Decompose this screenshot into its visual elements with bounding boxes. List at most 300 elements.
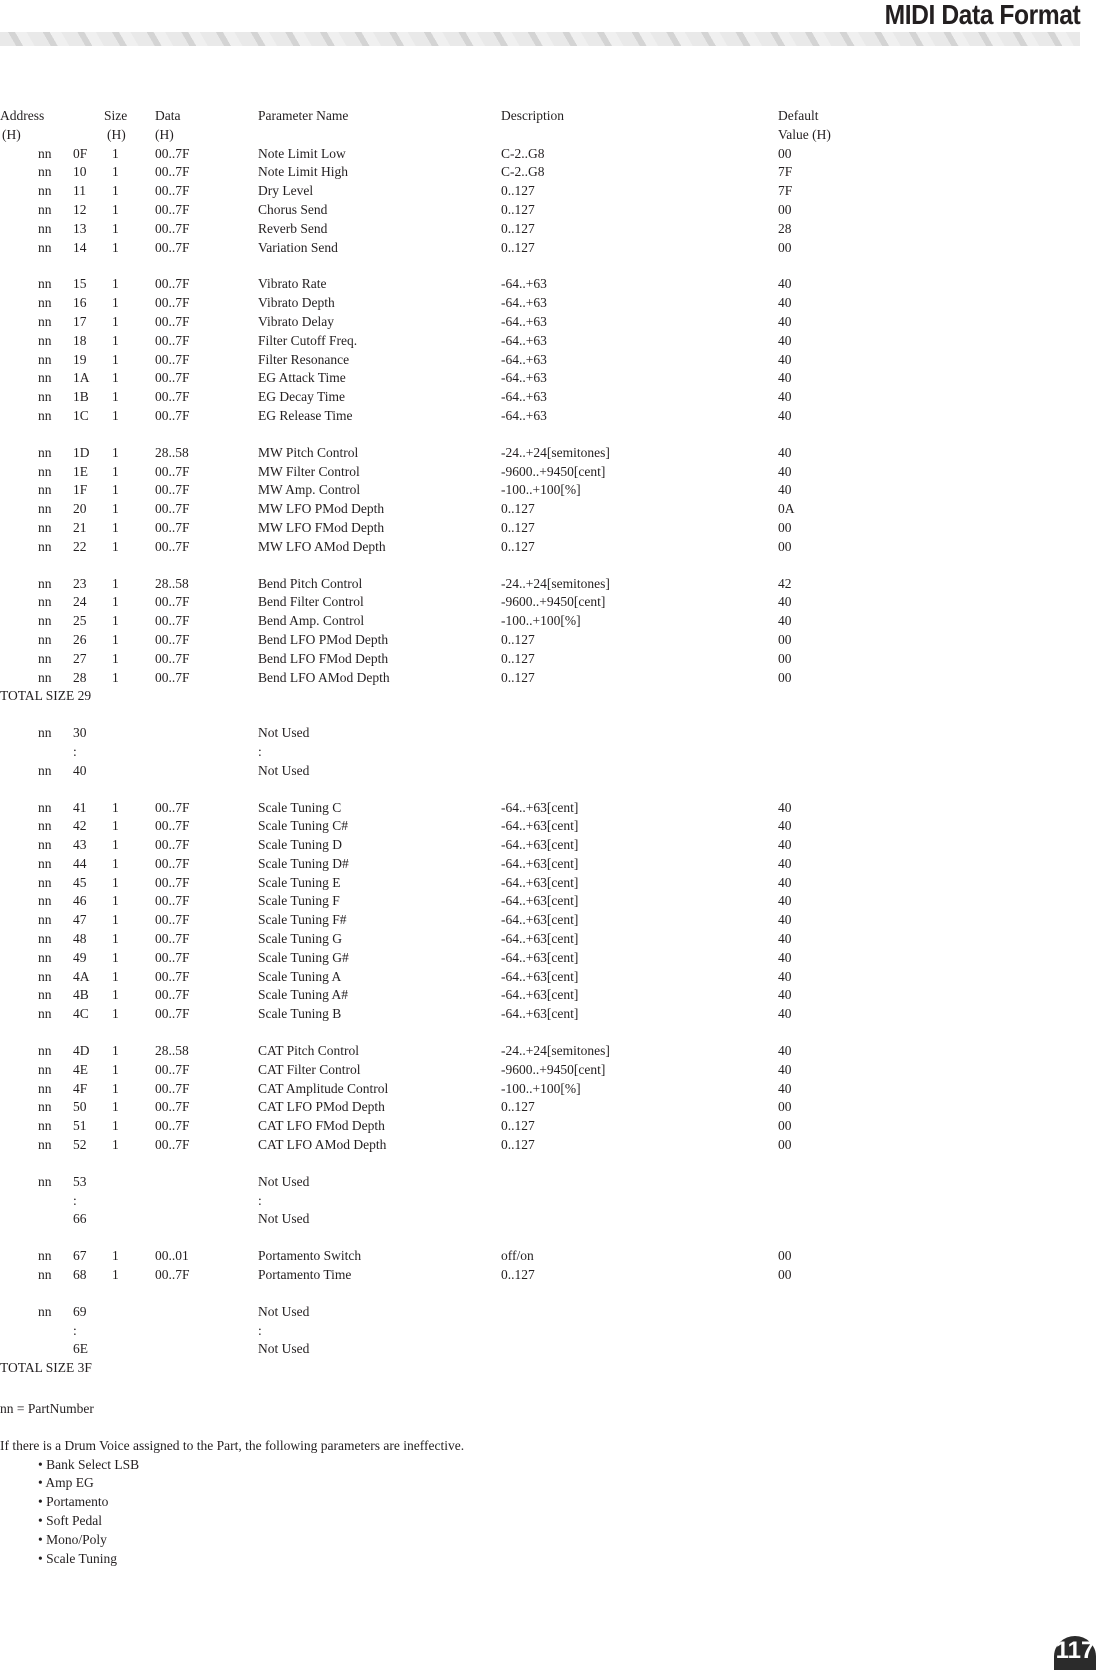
part-number-prefix: nn [38, 1080, 52, 1096]
part-number-prefix: nn [38, 313, 52, 329]
address-code: 15 [73, 276, 87, 292]
default-value-cell: 00 [778, 145, 792, 161]
parameter-name-cell: Dry Level [258, 183, 314, 199]
default-value-cell: 40 [778, 1006, 792, 1022]
default-value-cell: 00 [778, 1118, 792, 1134]
description-cell: -64..+63[cent] [501, 1006, 579, 1022]
list-item: • Bank Select LSB [38, 1456, 140, 1472]
description-cell: C-2..G8 [501, 145, 545, 161]
default-value-cell: 40 [778, 931, 792, 947]
default-value-cell: 40 [778, 295, 792, 311]
description-cell: off/on [501, 1248, 534, 1264]
parameter-name-cell: CAT LFO FMod Depth [258, 1118, 385, 1134]
address-code: 0F [73, 145, 88, 161]
description-cell: -64..+63[cent] [501, 799, 579, 815]
address-code: 4E [73, 1061, 88, 1077]
size-cell: 1 [112, 931, 119, 947]
parameter-name-cell: Not Used [258, 1341, 310, 1357]
table-row [0, 911, 1000, 930]
page-number: 117 [1054, 1636, 1096, 1670]
table-row [0, 874, 1000, 893]
data-range-cell: 00..7F [155, 220, 190, 236]
part-number-prefix: nn [38, 1043, 52, 1059]
description-cell: -64..+63 [501, 276, 547, 292]
address-code: 67 [73, 1248, 87, 1264]
parameter-name-cell: Bend Pitch Control [258, 575, 363, 591]
parameter-name-cell: CAT LFO PMod Depth [258, 1099, 385, 1115]
size-cell: 1 [112, 837, 119, 853]
data-range-cell: 00..7F [155, 1099, 190, 1115]
size-cell: 1 [112, 912, 119, 928]
description-cell: -64..+63 [501, 332, 547, 348]
table-body [0, 145, 1000, 1378]
parameter-name-cell: Bend LFO FMod Depth [258, 650, 389, 666]
table-row [0, 949, 1000, 968]
data-range-cell: 00..7F [155, 893, 190, 909]
table-row [0, 351, 1000, 370]
parameter-name-cell: Scale Tuning G [258, 931, 343, 947]
default-value-cell: 00 [778, 538, 792, 554]
parameter-name-cell: MW Amp. Control [258, 482, 361, 498]
table-row [0, 444, 1000, 463]
table-row [0, 817, 1000, 836]
data-range-cell: 28..58 [155, 575, 189, 591]
size-cell: 1 [112, 370, 119, 386]
part-number-prefix: nn [38, 893, 52, 909]
part-number-prefix: nn [38, 1118, 52, 1134]
data-range-cell: 00..7F [155, 332, 190, 348]
size-cell: 1 [112, 949, 119, 965]
parameter-name-cell: EG Decay Time [258, 389, 345, 405]
table-row [0, 1247, 1000, 1266]
table-row [0, 1322, 1000, 1341]
parameter-table [0, 107, 1000, 1378]
spacer-row [0, 426, 1000, 444]
table-row [0, 220, 1000, 239]
data-range-cell: 00..7F [155, 351, 190, 367]
data-range-cell: 00..7F [155, 613, 190, 629]
address-code: 6E [73, 1341, 88, 1357]
part-number-prefix: nn [38, 220, 52, 236]
table-row [0, 1117, 1000, 1136]
size-cell: 1 [112, 1099, 119, 1115]
spacer-row [0, 557, 1000, 575]
ineffective-parameter-list [0, 1456, 464, 1569]
default-value-cell: 40 [778, 370, 792, 386]
part-number-prefix: nn [38, 874, 52, 890]
parameter-name-cell: : [258, 1322, 262, 1338]
table-header-row [0, 107, 1000, 126]
spacer-row [0, 1155, 1000, 1173]
table-row [0, 593, 1000, 612]
col-data: Data [155, 108, 181, 123]
list-item: • Soft Pedal [38, 1512, 102, 1528]
size-cell: 1 [112, 1061, 119, 1077]
part-number-prefix: nn [38, 519, 52, 535]
description-cell: -64..+63 [501, 351, 547, 367]
address-code: 18 [73, 332, 87, 348]
default-value-cell: 00 [778, 1137, 792, 1153]
size-cell: 1 [112, 313, 119, 329]
col-desc: Description [501, 108, 564, 123]
list-item: • Amp EG [38, 1475, 94, 1491]
size-cell: 1 [112, 1118, 119, 1134]
address-code: 4A [73, 968, 90, 984]
address-code: 1D [73, 444, 90, 460]
size-cell: 1 [112, 1080, 119, 1096]
part-number-prefix: nn [38, 183, 52, 199]
data-range-cell: 00..7F [155, 669, 190, 685]
table-row [0, 1061, 1000, 1080]
parameter-name-cell: Variation Send [258, 239, 338, 255]
part-number-prefix: nn [38, 631, 52, 647]
part-number-prefix: nn [38, 949, 52, 965]
col-address-unit: (H) [2, 126, 21, 142]
data-range-cell: 00..7F [155, 968, 190, 984]
parameter-name-cell: CAT Pitch Control [258, 1043, 360, 1059]
address-code: 68 [73, 1267, 87, 1283]
description-cell: -24..+24[semitones] [501, 575, 610, 591]
default-value-cell: 0A [778, 501, 795, 517]
data-range-cell: 00..7F [155, 538, 190, 554]
table-row [0, 836, 1000, 855]
description-cell: -64..+63 [501, 370, 547, 386]
table-row [0, 313, 1000, 332]
spacer-row [0, 781, 1000, 799]
description-cell: 0..127 [501, 631, 535, 647]
table-row [0, 986, 1000, 1005]
parameter-name-cell: CAT LFO AMod Depth [258, 1137, 387, 1153]
table-row [0, 1192, 1000, 1211]
default-value-cell: 7F [778, 164, 793, 180]
parameter-name-cell: Not Used [258, 1211, 310, 1227]
address-code: 43 [73, 837, 87, 853]
size-cell: 1 [112, 239, 119, 255]
default-value-cell: 40 [778, 351, 792, 367]
default-value-cell: 00 [778, 1248, 792, 1264]
part-number-prefix: nn [38, 295, 52, 311]
address-code: 1B [73, 389, 89, 405]
size-cell: 1 [112, 164, 119, 180]
description-cell: -64..+63 [501, 295, 547, 311]
table-row [0, 538, 1000, 557]
description-cell: 0..127 [501, 669, 535, 685]
parameter-name-cell: Vibrato Rate [258, 276, 327, 292]
parameter-name-cell: Bend Filter Control [258, 594, 364, 610]
part-number-prefix: nn [38, 987, 52, 1003]
parameter-name-cell: Not Used [258, 725, 310, 741]
description-cell: -64..+63[cent] [501, 818, 579, 834]
description-cell: 0..127 [501, 220, 535, 236]
size-cell: 1 [112, 631, 119, 647]
default-value-cell: 00 [778, 1099, 792, 1115]
address-code: 40 [73, 762, 87, 778]
default-value-cell: 40 [778, 874, 792, 890]
size-cell: 1 [112, 874, 119, 890]
parameter-name-cell: MW Pitch Control [258, 444, 359, 460]
parameter-name-cell: : [258, 1192, 262, 1208]
address-code: : [73, 743, 77, 759]
size-cell: 1 [112, 1043, 119, 1059]
description-cell: -100..+100[%] [501, 482, 581, 498]
default-value-cell: 40 [778, 987, 792, 1003]
part-number-prefix: nn [38, 1267, 52, 1283]
table-row [0, 762, 1000, 781]
description-cell: -64..+63 [501, 407, 547, 423]
description-cell: -64..+63[cent] [501, 893, 579, 909]
col-address: Address [0, 108, 45, 123]
size-cell: 1 [112, 818, 119, 834]
part-number-prefix: nn [38, 613, 52, 629]
parameter-name-cell: Scale Tuning A [258, 968, 342, 984]
default-value-cell: 40 [778, 818, 792, 834]
default-value-cell: 40 [778, 1043, 792, 1059]
address-code: 23 [73, 575, 87, 591]
default-value-cell: 40 [778, 968, 792, 984]
parameter-name-cell: MW LFO PMod Depth [258, 501, 385, 517]
data-range-cell: 00..7F [155, 874, 190, 890]
table-row [0, 239, 1000, 258]
data-range-cell: 00..7F [155, 183, 190, 199]
size-cell: 1 [112, 650, 119, 666]
part-number-prefix: nn [38, 239, 52, 255]
parameter-name-cell: Scale Tuning D# [258, 855, 349, 871]
description-cell: -100..+100[%] [501, 613, 581, 629]
size-cell: 1 [112, 407, 119, 423]
size-cell: 1 [112, 444, 119, 460]
table-row [0, 1098, 1000, 1117]
address-code: : [73, 1322, 77, 1338]
address-code: 50 [73, 1099, 87, 1115]
data-range-cell: 00..7F [155, 818, 190, 834]
description-cell: 0..127 [501, 1137, 535, 1153]
table-row [0, 612, 1000, 631]
parameter-name-cell: MW Filter Control [258, 463, 360, 479]
size-cell: 1 [112, 295, 119, 311]
size-cell: 1 [112, 463, 119, 479]
address-code: 66 [73, 1211, 87, 1227]
default-value-cell: 40 [778, 912, 792, 928]
address-code: 46 [73, 893, 87, 909]
table-row [0, 407, 1000, 426]
data-range-cell: 28..58 [155, 444, 189, 460]
table-row [0, 1173, 1000, 1192]
col-size: Size [104, 108, 128, 123]
default-value-cell: 00 [778, 1267, 792, 1283]
description-cell: -64..+63 [501, 389, 547, 405]
parameter-name-cell: Scale Tuning D [258, 837, 343, 853]
description-cell: -64..+63[cent] [501, 949, 579, 965]
parameter-name-cell: Not Used [258, 1173, 310, 1189]
part-number-prefix: nn [38, 669, 52, 685]
size-cell: 1 [112, 968, 119, 984]
default-value-cell: 28 [778, 220, 792, 236]
parameter-name-cell: Reverb Send [258, 220, 328, 236]
parameter-name-cell: Not Used [258, 762, 310, 778]
size-cell: 1 [112, 1137, 119, 1153]
table-row [0, 1005, 1000, 1024]
size-cell: 1 [112, 183, 119, 199]
size-cell: 1 [112, 501, 119, 517]
part-number-prefix: nn [38, 855, 52, 871]
default-value-cell: 40 [778, 389, 792, 405]
address-code: 1C [73, 407, 89, 423]
parameter-name-cell: CAT Amplitude Control [258, 1080, 389, 1096]
description-cell: -64..+63[cent] [501, 931, 579, 947]
size-cell: 1 [112, 538, 119, 554]
description-cell: C-2..G8 [501, 164, 545, 180]
table-row [0, 855, 1000, 874]
default-value-cell: 40 [778, 332, 792, 348]
data-range-cell: 00..7F [155, 519, 190, 535]
parameter-name-cell: Chorus Send [258, 201, 328, 217]
data-range-cell: 00..01 [155, 1248, 189, 1264]
data-range-cell: 00..7F [155, 1118, 190, 1134]
description-cell: -64..+63[cent] [501, 837, 579, 853]
size-cell: 1 [112, 594, 119, 610]
data-range-cell: 00..7F [155, 949, 190, 965]
part-number-prefix: nn [38, 538, 52, 554]
part-number-prefix: nn [38, 837, 52, 853]
parameter-name-cell: Vibrato Depth [258, 295, 335, 311]
part-number-prefix: nn [38, 1303, 52, 1319]
part-number-prefix: nn [38, 482, 52, 498]
data-range-cell: 00..7F [155, 145, 190, 161]
parameter-name-cell: Bend LFO AMod Depth [258, 669, 390, 685]
parameter-name-cell: MW LFO AMod Depth [258, 538, 386, 554]
parameter-name-cell: Scale Tuning E [258, 874, 341, 890]
size-cell: 1 [112, 332, 119, 348]
address-code: 16 [73, 295, 87, 311]
address-code: 27 [73, 650, 87, 666]
page-title: MIDI Data Format [884, 0, 1080, 30]
notes-spacer [0, 1419, 464, 1437]
address-code: 44 [73, 855, 87, 871]
address-code: : [73, 1192, 77, 1208]
size-cell: 1 [112, 220, 119, 236]
data-range-cell: 00..7F [155, 164, 190, 180]
part-number-prefix: nn [38, 164, 52, 180]
part-number-prefix: nn [38, 968, 52, 984]
default-value-cell: 00 [778, 201, 792, 217]
table-row [0, 1210, 1000, 1229]
part-number-prefix: nn [38, 201, 52, 217]
part-number-prefix: nn [38, 444, 52, 460]
description-cell: 0..127 [501, 1118, 535, 1134]
parameter-name-cell: : [258, 743, 262, 759]
parameter-name-cell: Filter Cutoff Freq. [258, 332, 358, 348]
data-range-cell: 00..7F [155, 1061, 190, 1077]
total-size-row [0, 687, 1000, 706]
size-cell: 1 [112, 799, 119, 815]
description-cell: 0..127 [501, 1267, 535, 1283]
data-range-cell: 00..7F [155, 799, 190, 815]
description-cell: 0..127 [501, 538, 535, 554]
size-cell: 1 [112, 519, 119, 535]
parameter-name-cell: Scale Tuning A# [258, 987, 349, 1003]
table-row [0, 1266, 1000, 1285]
parameter-name-cell: Scale Tuning G# [258, 949, 349, 965]
default-value-cell: 40 [778, 594, 792, 610]
table-row [0, 669, 1000, 688]
parameter-name-cell: Bend LFO PMod Depth [258, 631, 389, 647]
parameter-name-cell: Note Limit High [258, 164, 348, 180]
part-number-prefix: nn [38, 463, 52, 479]
size-cell: 1 [112, 669, 119, 685]
header-decorative-band [0, 32, 1080, 46]
description-cell: -24..+24[semitones] [501, 444, 610, 460]
parameter-name-cell: Scale Tuning F# [258, 912, 347, 928]
parameter-name-cell: EG Release Time [258, 407, 353, 423]
data-range-cell: 00..7F [155, 594, 190, 610]
parameter-name-cell: Filter Resonance [258, 351, 350, 367]
data-range-cell: 00..7F [155, 313, 190, 329]
address-code: 51 [73, 1118, 87, 1134]
size-cell: 1 [112, 987, 119, 1003]
description-cell: -9600..+9450[cent] [501, 463, 606, 479]
default-value-cell: 00 [778, 650, 792, 666]
data-range-cell: 00..7F [155, 650, 190, 666]
table-row [0, 968, 1000, 987]
address-code: 21 [73, 519, 87, 535]
parameter-name-cell: Scale Tuning C [258, 799, 342, 815]
size-cell: 1 [112, 1006, 119, 1022]
data-range-cell: 00..7F [155, 370, 190, 386]
table-row [0, 145, 1000, 164]
address-code: 1E [73, 463, 88, 479]
default-value-cell: 40 [778, 313, 792, 329]
table-row [0, 500, 1000, 519]
total-size: TOTAL SIZE 3F [0, 1360, 92, 1376]
default-value-cell: 40 [778, 837, 792, 853]
default-value-cell: 40 [778, 407, 792, 423]
table-row [0, 182, 1000, 201]
parameter-name-cell: Vibrato Delay [258, 313, 335, 329]
table-row [0, 369, 1000, 388]
spacer-row [0, 1229, 1000, 1247]
spacer-row [0, 706, 1000, 724]
part-number-prefix: nn [38, 818, 52, 834]
description-cell: -64..+63 [501, 313, 547, 329]
default-value-cell: 40 [778, 1061, 792, 1077]
spacer-row [0, 257, 1000, 275]
address-code: 10 [73, 164, 87, 180]
data-range-cell: 00..7F [155, 1006, 190, 1022]
description-cell: 0..127 [501, 1099, 535, 1115]
default-value-cell: 40 [778, 276, 792, 292]
description-cell: -64..+63[cent] [501, 855, 579, 871]
table-row [0, 332, 1000, 351]
address-code: 12 [73, 201, 87, 217]
table-row [0, 519, 1000, 538]
table-row [0, 575, 1000, 594]
data-range-cell: 00..7F [155, 201, 190, 217]
parameter-name-cell: Bend Amp. Control [258, 613, 365, 629]
table-row [0, 481, 1000, 500]
data-range-cell: 00..7F [155, 912, 190, 928]
table-row [0, 388, 1000, 407]
data-range-cell: 00..7F [155, 295, 190, 311]
address-code: 25 [73, 613, 87, 629]
total-size: TOTAL SIZE 29 [0, 688, 92, 704]
part-number-prefix: nn [38, 1061, 52, 1077]
size-cell: 1 [112, 482, 119, 498]
address-code: 26 [73, 631, 87, 647]
default-value-cell: 42 [778, 575, 792, 591]
description-cell: -100..+100[%] [501, 1080, 581, 1096]
data-range-cell: 00..7F [155, 463, 190, 479]
address-code: 49 [73, 949, 87, 965]
